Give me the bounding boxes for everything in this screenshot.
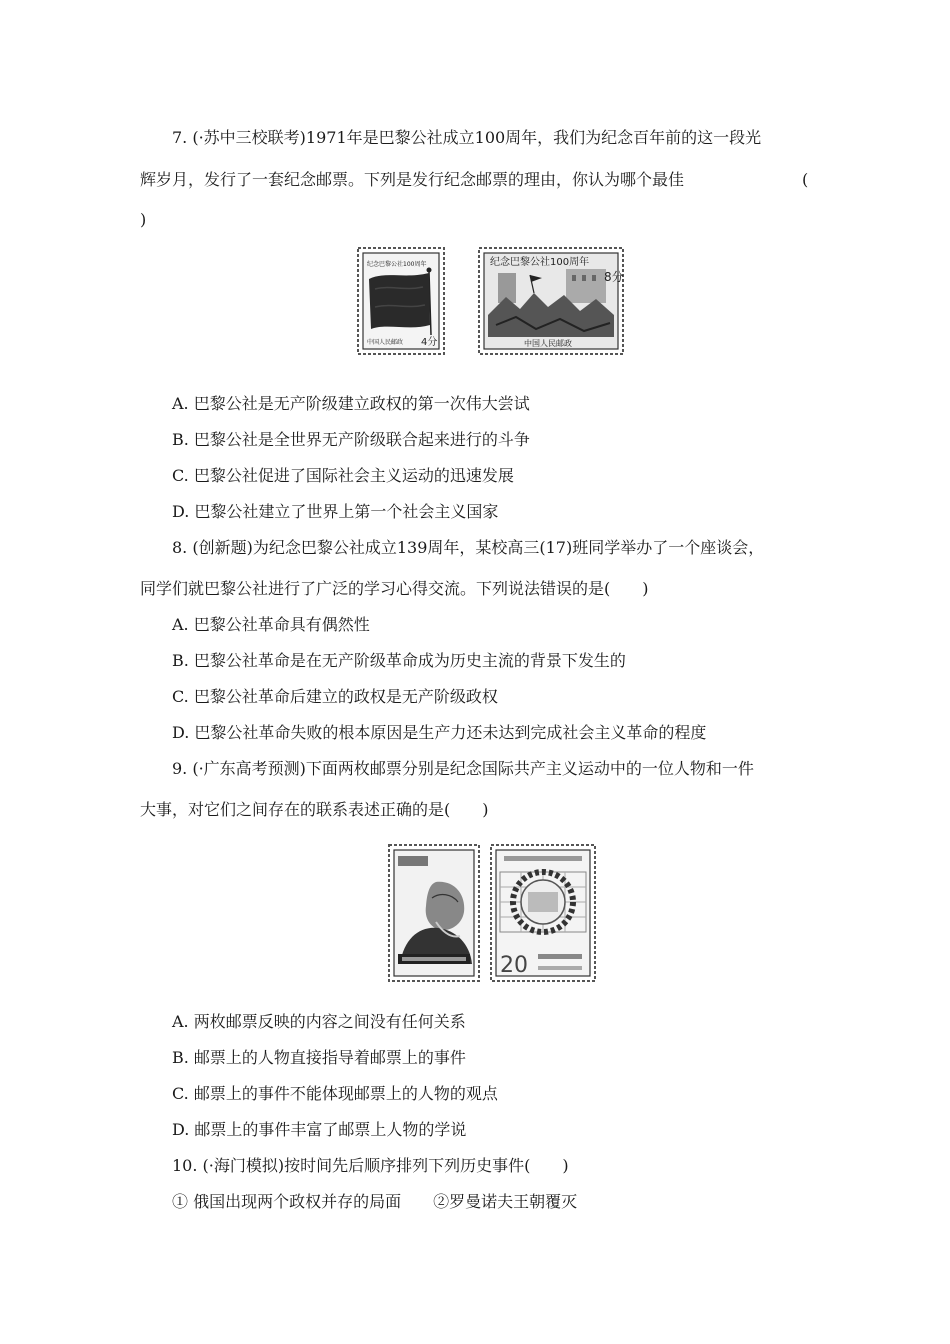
q7-stamp-battle xyxy=(476,245,626,357)
q7-option-d: D. 巴黎公社建立了世界上第一个社会主义国家 xyxy=(172,502,499,521)
q7-stem-line2: 辉岁月，发行了一套纪念邮票。下列是发行纪念邮票的理由，你认为哪个最佳 xyxy=(140,170,685,189)
q10-stem-line2: ① 俄国出现两个政权并存的局面 ②罗曼诺夫王朝覆灭 xyxy=(172,1192,578,1211)
q9-option-d: D. 邮票上的事件丰富了邮票上人物的学说 xyxy=(172,1120,467,1139)
q7-stamp2-value: 8分 xyxy=(604,270,624,284)
q7-answer-paren-open: ( xyxy=(802,170,809,189)
q7-option-b: B. 巴黎公社是全世界无产阶级联合起来进行的斗争 xyxy=(172,430,530,449)
q8-option-a: A. 巴黎公社革命具有偶然性 xyxy=(172,615,370,634)
q7-stamp-flag xyxy=(355,245,447,357)
q7-option-a: A. 巴黎公社是无产阶级建立政权的第一次伟大尝试 xyxy=(172,394,530,413)
q7-stamp2-bottom-text: 中国人民邮政 xyxy=(524,339,572,348)
q7-stamp1-value: 4分 xyxy=(421,337,438,348)
q7-option-c: C. 巴黎公社促进了国际社会主义运动的迅速发展 xyxy=(172,466,514,485)
q9-option-c: C. 邮票上的事件不能体现邮票上的人物的观点 xyxy=(172,1084,498,1103)
q9-stamp-portrait xyxy=(386,842,482,984)
q8-option-b: B. 巴黎公社革命是在无产阶级革命成为历史主流的背景下发生的 xyxy=(172,651,626,670)
q9-stem-line1: 9. (·广东高考预测)下面两枚邮票分别是纪念国际共产主义运动中的一位人物和一件 xyxy=(172,759,754,778)
q7-stamp1-top-text: 纪念巴黎公社100周年 xyxy=(367,261,427,268)
q7-stamp2-top-text: 纪念巴黎公社100周年 xyxy=(490,257,590,268)
q7-answer-paren-close: ) xyxy=(140,210,147,229)
q7-stem-line1: 7. (·苏中三校联考)1971年是巴黎公社成立100周年，我们为纪念百年前的这一段光 xyxy=(172,128,762,147)
q8-stem-line1: 8. (创新题)为纪念巴黎公社成立139周年，某校高三(17)班同学举办了一个座谈会， xyxy=(172,538,765,557)
q8-option-c: C. 巴黎公社革命后建立的政权是无产阶级政权 xyxy=(172,687,498,706)
q9-option-b: B. 邮票上的人物直接指导着邮票上的事件 xyxy=(172,1048,466,1067)
q8-stem-line2: 同学们就巴黎公社进行了广泛的学习心得交流。下列说法错误的是( ) xyxy=(140,579,649,598)
q7-stamp1-bottom-text: 中国人民邮政 xyxy=(367,339,404,346)
q8-option-d: D. 巴黎公社革命失败的根本原因是生产力还未达到完成社会主义革命的程度 xyxy=(172,723,707,742)
q9-stamp-wreath xyxy=(488,842,598,984)
q9-stamp2-value: 20 xyxy=(500,953,528,978)
q9-stem-line2: 大事，对它们之间存在的联系表述正确的是( ) xyxy=(140,800,489,819)
q10-stem-line1: 10. (·海门模拟)按时间先后顺序排列下列历史事件( ) xyxy=(172,1156,569,1175)
q9-option-a: A. 两枚邮票反映的内容之间没有任何关系 xyxy=(172,1012,466,1031)
